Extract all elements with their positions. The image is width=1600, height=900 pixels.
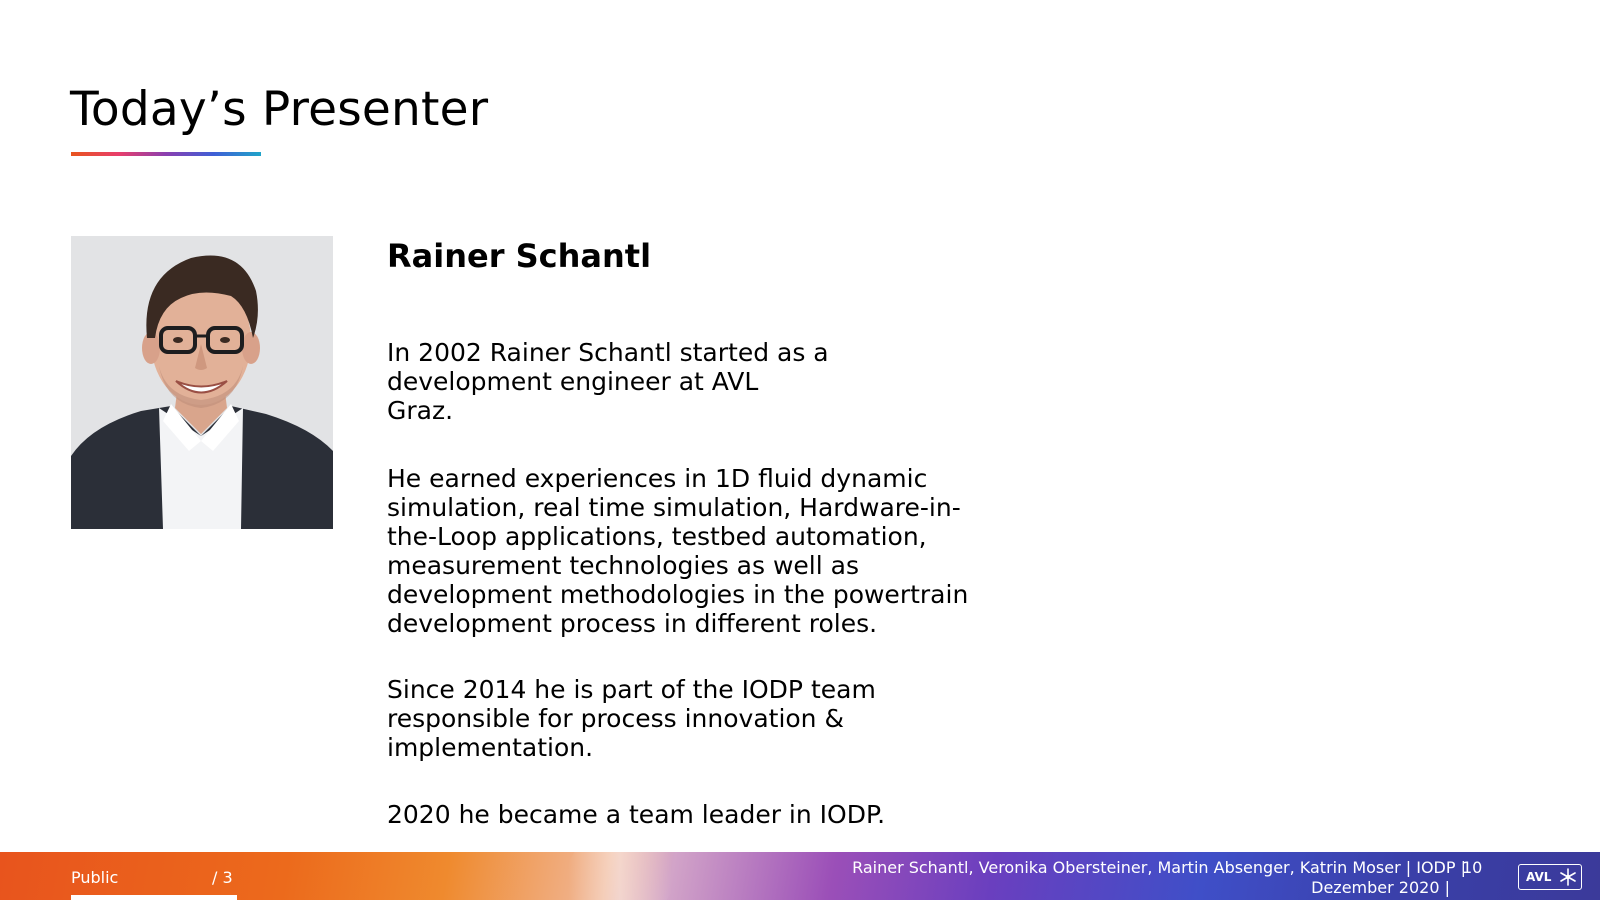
bio-paragraph-4: 2020 he became a team leader in IODP. xyxy=(387,800,886,829)
title-underline xyxy=(71,152,261,156)
footer-decoration xyxy=(534,852,706,900)
page-number: 10 xyxy=(1462,858,1483,877)
classification-page: / 3 xyxy=(212,868,233,887)
snowflake-icon xyxy=(1559,868,1577,886)
footer-authors: Rainer Schantl, Veronika Obersteiner, Martin Absenger, Katrin Moser | IODP | xyxy=(852,858,1466,877)
bio-paragraph-1: In 2002 Rainer Schantl started as a development engineer at AVL Graz. xyxy=(387,338,829,425)
footer-date: Dezember 2020 | xyxy=(1311,878,1450,897)
classification-label: Public xyxy=(71,868,119,887)
bio-paragraph-2: He earned experiences in 1D fluid dynamic simulation, real time simulation, Hardware-in- the-Loop applications, testbed automation, measurement technologies as well as development methodologies in the powertrain development process in different roles. xyxy=(387,464,969,638)
presenter-name: Rainer Schantl xyxy=(387,237,652,275)
presenter-portrait-icon xyxy=(71,236,333,529)
footer xyxy=(0,852,1600,900)
presenter-photo xyxy=(71,236,333,529)
logo-text: AVL xyxy=(1526,870,1552,884)
slide-title: Today’s Presenter xyxy=(70,82,489,137)
avl-logo-icon xyxy=(1518,864,1582,890)
classification-bar xyxy=(71,895,237,900)
bio-paragraph-3: Since 2014 he is part of the IODP team responsible for process innovation & implementation. xyxy=(387,675,876,762)
